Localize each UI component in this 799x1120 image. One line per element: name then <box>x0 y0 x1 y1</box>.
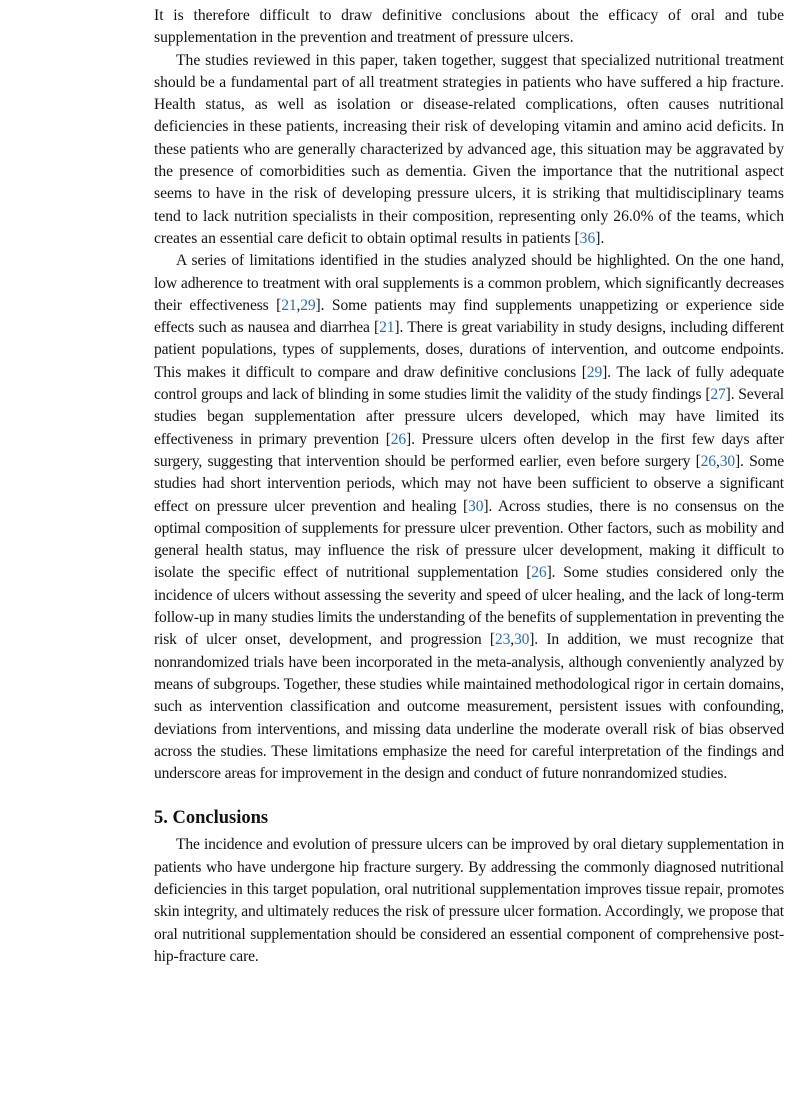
citation-link[interactable]: 29 <box>586 363 603 381</box>
paragraph-limitations: A series of limitations identified in the studies analyzed should be highlighted. On the one hand, low adherence to treatment with oral supplements is a common problem, which significantly decreases their effectiveness [21,29]. Some patients may find supplements unappetizing or experience side effects such as nausea and diarrhea [21]. There is great variability in study designs, including different patient populations, types of supplements, doses, durations of intervention, and outcome endpoints. This makes it difficult to compare and draw definitive conclusions [29]. The lack of fully adequate control groups and lack of blinding in some studies limit the validity of the study findings [27]. Several studies began supplementation after pressure ulcers developed, which may have limited its effectiveness in primary prevention [26]. Pressure ulcers often develop in the first few days after surgery, suggesting that intervention should be performed earlier, even before surgery [26,30]. Some studies had short intervention periods, which may not have been sufficient to observe a significant effect on pressure ulcer prevention and healing [30]. Across studies, there is no consensus on the optimal composition of supplements for pressure ulcer prevention. Other factors, such as mobility and general health status, may influence the risk of pressure ulcer development, making it difficult to isolate the specific effect of nutritional supplementation [26]. Some studies considered only the incidence of ulcers without assessing the severity and speed of ulcer healing, and the lack of long-term follow-up in many studies limits the understanding of the benefits of supplementation in preventing the risk of ulcer onset, development, and progression [23,30]. In addition, we must recognize that nonrandomized trials have been incorporated in the meta-analysis, although conveniently analyzed by means of subgroups. Together, these studies while maintained methodological rigor in certain domains, such as intervention classification and outcome measurement, persistent issues with confounding, deviations from interventions, and missing data underline the moderate overall risk of bias observed across the studies. These limitations emphasize the need for careful interpretation of the findings and underscore areas for improvement in the design and conduct of future nonrandomized studies. <box>154 252 785 783</box>
citation-link[interactable]: 23 <box>494 631 511 649</box>
citation-link[interactable]: 26 <box>700 452 716 470</box>
article-body <box>154 5 784 968</box>
citation-link[interactable]: 30 <box>513 631 530 649</box>
citation-link[interactable]: 30 <box>719 452 735 470</box>
citation-link[interactable]: 26 <box>531 564 547 582</box>
paragraph-nutritional-treatment: The studies reviewed in this paper, taken together, suggest that specialized nutritional treatment should be a fundamental part of all treatment strategies in patients who have suffered a hip fracture. Health status, as well as isolation or disease-related complications, often causes nutritional deficiencies in these patients, increasing their risk of developing vitamin and amino acid deficits. In these patients who are generally characterized by advanced age, this situation may be aggravated by the presence of comorbidities such as dementia. Given the importance that the nutritional aspect seems to have in the risk of developing pressure ulcers, it is striking that multidisciplinary teams tend to lack nutrition specialists in their composition, representing only 26.0% of the teams, which creates an essential care deficit to obtain optimal results in patients [36]. <box>154 51 784 247</box>
citation-link[interactable]: 21 <box>281 296 297 314</box>
citation-link[interactable]: 26 <box>390 430 407 448</box>
section-heading-conclusions: 5. Conclusions <box>154 808 269 829</box>
citation-link[interactable]: 27 <box>710 386 726 404</box>
citation-link[interactable]: 36 <box>579 229 596 247</box>
paragraph-conclusions: The incidence and evolution of pressure ulcers can be improved by oral dietary supplementation in patients who have undergone hip fracture surgery. By addressing the commonly diagnosed nutritional deficiencies in this target population, oral nutritional supplementation improves tissue repair, promotes skin integrity, and ultimately reduces the risk of pressure ulcer formation. Accordingly, we propose that oral nutritional supplementation should be considered an essential component of comprehensive post-hip-fracture care. <box>154 836 784 965</box>
citation-link[interactable]: 21 <box>379 319 395 337</box>
citation-link[interactable]: 30 <box>468 497 484 515</box>
paragraph-efficacy-conclusion <box>154 5 784 50</box>
paragraph-text: It is therefore difficult to draw definitive conclusions about the efficacy of oral and tube supplementation in the prevention and treatment of pressure ulcers. <box>154 7 784 47</box>
citation-link[interactable]: 29 <box>300 296 316 314</box>
